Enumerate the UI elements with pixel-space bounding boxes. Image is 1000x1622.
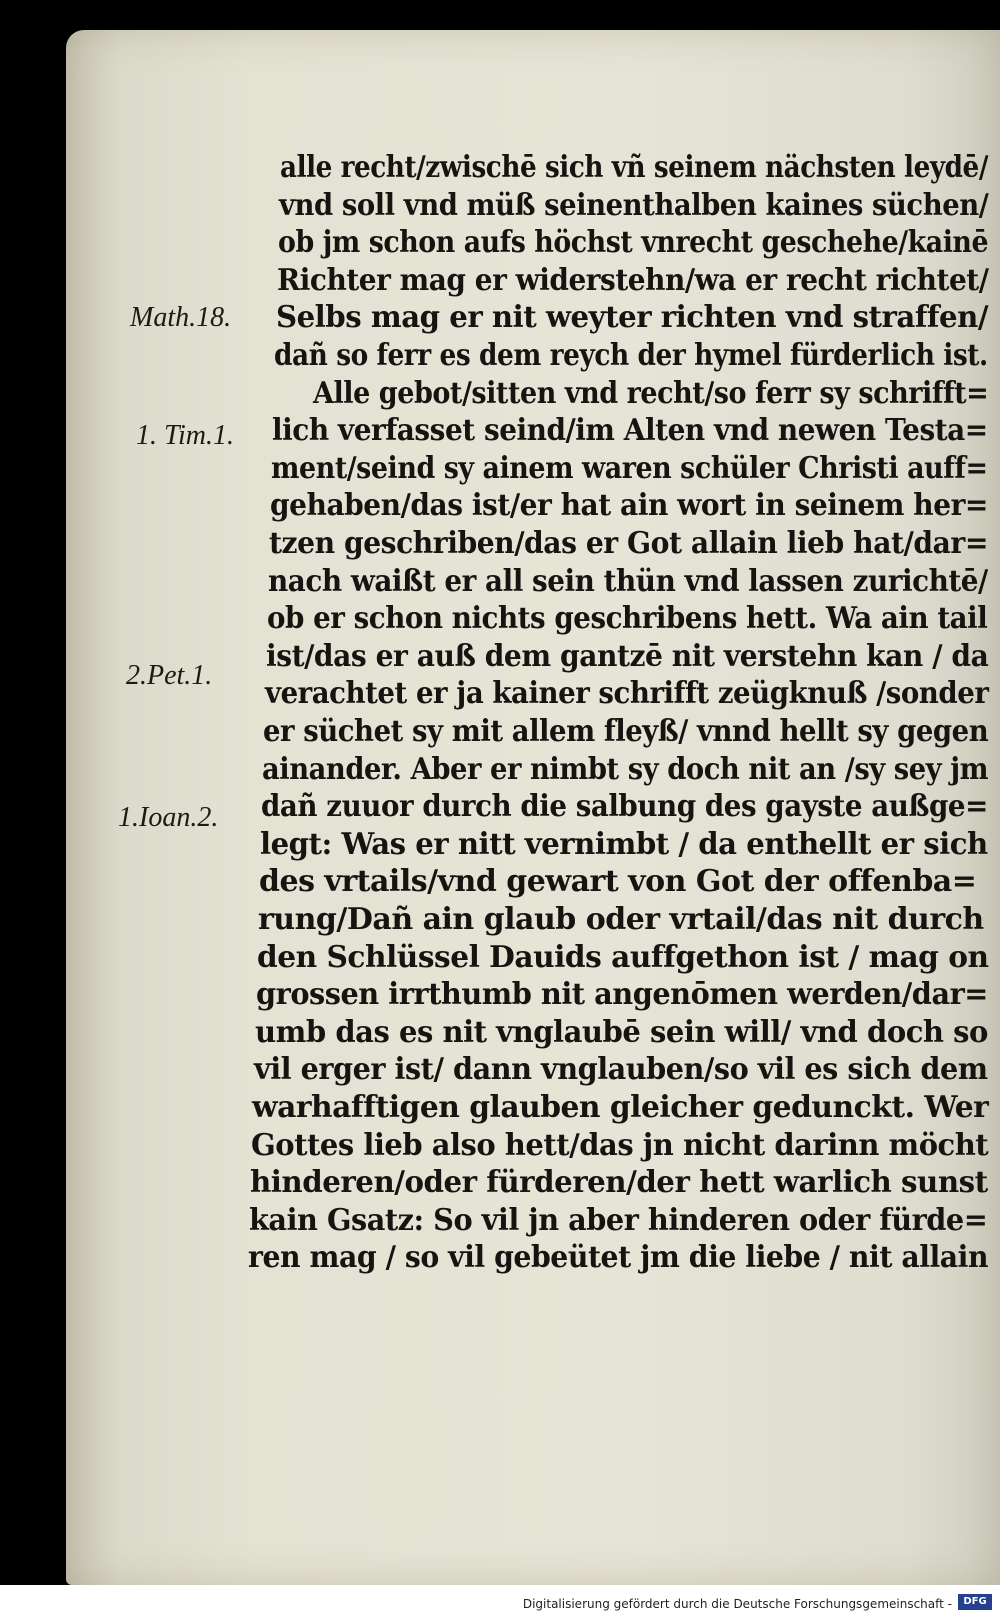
text-line: ment/seind sy ainem waren schüler Christi auff= [271,451,988,486]
text-line: ob er schon nichts geschribens hett. Wa ain tail [267,601,988,636]
text-line: ainander. Aber er nimbt sy doch nit an /sy sey jm [262,752,989,787]
text-line: ren mag / so vil gebeütet jm die liebe / nit allain [248,1240,989,1275]
footer-bar [0,1585,1000,1622]
text-line: des vrtails/vnd gewart von Got der offenba= [259,864,977,899]
text-line: dañ zuuor durch die salbung des gayste außge= [261,789,988,824]
text-line: tzen geschriben/das er Got allain lieb hat/dar= [269,526,988,561]
text-line: dañ so ferr es dem reych der hymel fürderlich ist. [274,338,988,373]
margin-note-math: Math.18. [130,302,232,333]
text-line: vnd soll vnd müß seinenthalben kaines süchen/ [279,188,989,223]
text-line: Alle gebot/sitten vnd recht/so ferr sy schrifft= [313,376,989,411]
text-line: legt: Was er nitt vernimbt / da enthellt er sich [260,827,988,862]
text-line: warhafftigen glauben gleicher gedunckt. Wer [252,1090,989,1125]
text-line: gehaben/das ist/er hat ain wort in seinem her= [270,488,988,523]
text-line: vil erger ist/ dann vnglauben/so vil es sich dem [254,1052,988,1087]
text-line: hinderen/oder fürderen/der hett warlich sunst [250,1165,988,1200]
text-line: Richter mag er widerstehn/wa er recht richtet/ [277,263,989,298]
text-line: nach waißt er all sein thün vnd lassen zurichtē/ [268,564,988,599]
text-line: rung/Dañ ain glaub oder vrtail/das nit durch [258,902,984,937]
text-line: den Schlüssel Dauids auffgethon ist / mag on [257,940,989,975]
margin-note-ioan: 1.Ioan.2. [118,802,219,833]
text-line: Gottes lieb also hett/das jn nicht darinn möcht [251,1128,989,1163]
text-line: grossen irrthumb nit angenōmen werden/dar= [256,977,988,1012]
text-line: verachtet er ja kainer schrifft zeügknuß /sonder [265,676,989,711]
margin-note-tim: 1. Tim.1. [136,420,235,451]
digitization-credit: Digitalisierung gefördert durch die Deutsche Forschungsgemeinschaft - [522,1597,952,1611]
text-line: kain Gsatz: So vil jn aber hinderen oder fürde= [249,1203,988,1238]
text-line: ob jm schon aufs höchst vnrecht geschehe/kainē [278,225,989,260]
book-page [66,30,1000,1585]
text-line: er süchet sy mit allem fleyß/ vnnd hellt sy gegen [263,714,989,749]
margin-note-pet: 2.Pet.1. [126,660,213,691]
text-line: lich verfasset seind/im Alten vnd newen Testa= [272,413,988,448]
dfg-logo: DFG [958,1594,992,1610]
text-line: ist/das er auß dem gantzē nit verstehn kan / da [266,639,989,674]
text-line: alle recht/zwischē sich vñ seinem nächsten leydē/ [280,150,988,185]
text-line: Selbs mag er nit weyter richten vnd straffen/ [276,300,988,335]
text-line: umb das es nit vnglaubē sein will/ vnd doch so [255,1015,988,1050]
